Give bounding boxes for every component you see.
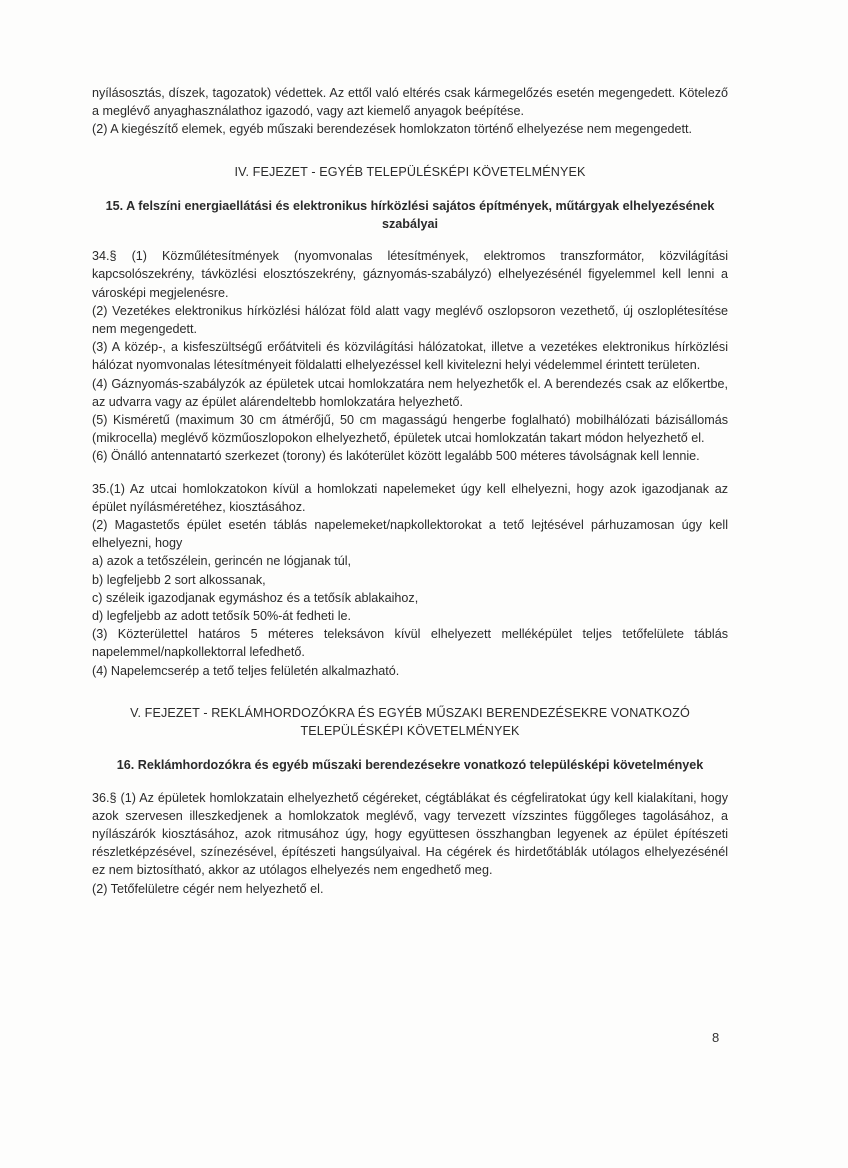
s35-paragraph-1: 35.(1) Az utcai homlokzatokon kívül a homlokzati napelemeket úgy kell elhelyezni, hogy azok igazodjanak az épület nyílásméretéhez, kiosztásához. xyxy=(92,481,728,514)
section-15-title: 15. A felszíni energiaellátási és elektronikus hírközlési sajátos építmények, műtárgyak elhelyezésének szabályai xyxy=(105,198,715,232)
s34-paragraph-2: (2) Vezetékes elektronikus hírközlési hálózat föld alatt vagy meglévő oszlopsoron vezethető, új oszloplétesítése nem megengedett. xyxy=(92,303,728,337)
document-page xyxy=(92,84,728,898)
s35-paragraph-3: (3) Közterülettel határos 5 méteres teleksávon kívül elhelyezett melléképület teljes tetőfelülete táblás napelemmel/napkollektorral lefedhető. xyxy=(92,627,728,660)
list-item: a) azok a tetőszélein, gerincén ne lógjanak túl, xyxy=(92,554,352,569)
section-36 xyxy=(92,789,728,898)
intro-paragraph-1: nyílásosztás, díszek, tagozatok) védettek. Az ettől való eltérés csak kármegelőzés esetén megengedett. Kötelező a meglévő anyaghasználathoz igazodó, vagy azt kiemelő anyagok beépítése. xyxy=(92,86,728,119)
section-35 xyxy=(92,480,728,680)
chapter-5-heading-line-2: TELEPÜLÉSKÉPI KÖVETELMÉNYEK xyxy=(300,724,520,739)
intro-paragraph-2: (2) A kiegészítő elemek, egyéb műszaki berendezések homlokzaton történő elhelyezése nem megengedett. xyxy=(92,122,692,137)
list-item: b) legfeljebb 2 sort alkossanak, xyxy=(92,572,266,587)
s34-paragraph-4: (4) Gáznyomás-szabályzók az épületek utcai homlokzatára nem helyezhetők el. A berendezés csak az előkertbe, az udvarra vagy az épület alárendeltebb homlokzatára helyezhető. xyxy=(92,376,728,409)
s35-paragraph-4: (4) Napelemcserép a tető teljes felületén alkalmazható. xyxy=(92,663,400,678)
s35-list xyxy=(92,552,728,625)
s34-paragraph-6: (6) Önálló antennatartó szerkezet (torony) és lakóterület között legalább 500 méteres távolságnak kell lennie. xyxy=(92,449,700,464)
s35-paragraph-2: (2) Magastetős épület esetén táblás napelemeket/napkollektorokat a tető lejtésével párhuzamosan úgy kell elhelyezni, hogy xyxy=(92,518,728,551)
list-item: d) legfeljebb az adott tetősík 50%-át fedheti le. xyxy=(92,609,352,624)
chapter-4-heading: IV. FEJEZET - EGYÉB TELEPÜLÉSKÉPI KÖVETELMÉNYEK xyxy=(234,164,586,179)
s34-paragraph-1: 34.§ (1) Közműlétesítmények (nyomvonalas létesítmények, elektromos transzformátor, közvilágítási kapcsolószekrény, távközlési elosztószekrény, gáznyomás-szabályzó) elhelyezésénél figyelemmel kell lenni a városképi megjelenésre. xyxy=(92,249,728,300)
s36-paragraph-2: (2) Tetőfelületre cégér nem helyezhető el. xyxy=(92,881,324,896)
s34-paragraph-5: (5) Kisméretű (maximum 30 cm átmérőjű, 50 cm magasságú hengerbe foglalható) mobilhálózati bázisállomás (mikrocella) meglévő közműoszlopokon elhelyezhető, épületek utcai homlokzatán takart módon helyezhető el. xyxy=(92,413,728,446)
chapter-5-heading-line-1: V. FEJEZET - REKLÁMHORDOZÓKRA ÉS EGYÉB MŰSZAKI BERENDEZÉSEKRE VONATKOZÓ xyxy=(130,705,690,720)
section-16-title: 16. Reklámhordozókra és egyéb műszaki berendezésekre vonatkozó településképi követelmények xyxy=(116,758,704,773)
s36-paragraph-1: 36.§ (1) Az épületek homlokzatain elhelyezhető cégéreket, cégtáblákat és cégfeliratokat úgy kell kialakítani, hogy azok szervesen illeszkedjenek a homlokzatok meglévő, vagy tervezett vízszintes függőleges tagolásához, a nyílászárók kiosztásához, azok ritmusához úgy, hogy együttesen összhangban legyenek az épület építészeti részletképzésével, színezésével, építészeti hangsúlyaival. Ha cégérek és hirdetőtáblák utólagos elhelyezésénél ez nem biztosítható, akkor az utólagos elhelyezés nem engedhető meg. xyxy=(92,790,728,878)
s34-paragraph-3: (3) A közép-, a kisfeszültségű erőátviteli és közvilágítási hálózatokat, illetve a vezetékes elektronikus hírközlési hálózat nyomvonalas létesítményeit földalatti elhelyezéssel kell kivitelezni helyi védelemmel érintett területen. xyxy=(92,340,728,373)
chapter-5-heading xyxy=(92,704,728,740)
page-number: 8 xyxy=(712,1030,720,1045)
list-item: c) széleik igazodjanak egymáshoz és a tetősík ablakaihoz, xyxy=(92,590,419,605)
section-34 xyxy=(92,247,728,465)
